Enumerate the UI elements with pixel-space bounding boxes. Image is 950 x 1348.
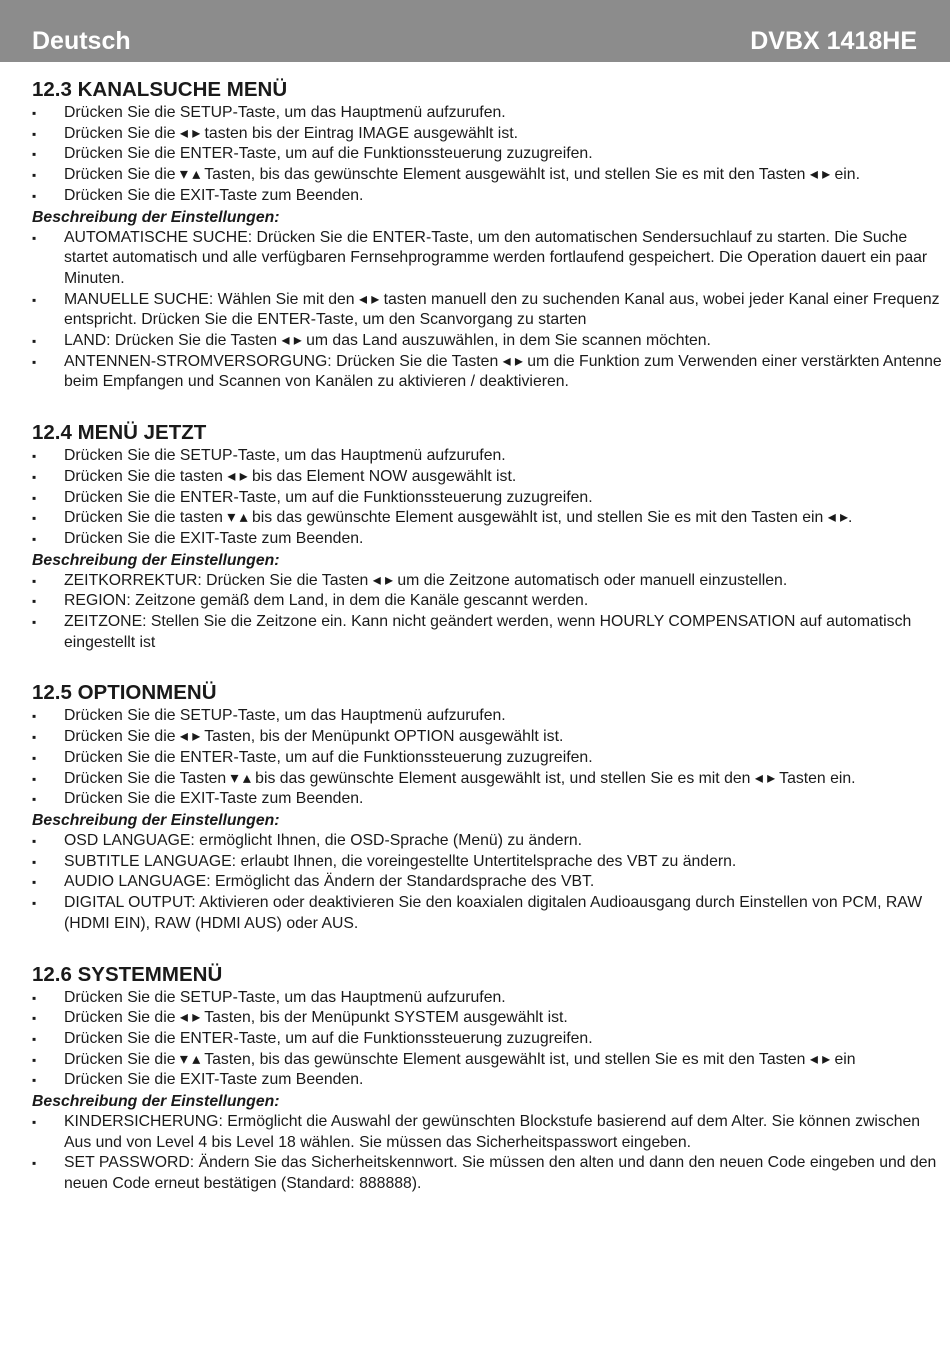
steps-list (32, 103, 947, 207)
list-item: ▪ Drücken Sie die ◂ ▸ Tasten, bis der Menüpunkt OPTION ausgewählt ist. (32, 727, 947, 748)
list-item: ▪ DIGITAL OUTPUT: Aktivieren oder deaktivieren Sie den koaxialen digitalen Audioausgang durch Einstellen von PCM, RAW (HDMI EIN), RAW (HDMI AUS) oder AUS. (32, 893, 947, 934)
list-item: ▪ Drücken Sie die ▾ ▴ Tasten, bis das gewünschte Element ausgewählt ist, und stellen Sie es mit den Tasten ◂ ▸ ein (32, 1050, 947, 1071)
settings-subheading: Beschreibung der Einstellungen: (32, 1093, 280, 1111)
list-item: ▪ AUTOMATISCHE SUCHE: Drücken Sie die ENTER-Taste, um den automatischen Sendersuchlauf zu starten. Die Suche startet automatisch und alle verfügbaren Fernsehprogramme werden fortlaufend gespeichert. Die Operation dauert ein paar Minuten. (32, 228, 947, 290)
list-item: ▪ Drücken Sie die EXIT-Taste zum Beenden. (32, 529, 947, 550)
list-item: ▪ Drücken Sie die EXIT-Taste zum Beenden. (32, 186, 947, 207)
list-item: ▪ Drücken Sie die ▾ ▴ Tasten, bis das gewünschte Element ausgewählt ist, und stellen Sie es mit den Tasten ◂ ▸ ein. (32, 165, 947, 186)
list-item: ▪ Drücken Sie die Tasten ▾ ▴ bis das gewünschte Element ausgewählt ist, und stellen Sie es mit den ◂ ▸ Tasten ein. (32, 769, 947, 790)
settings-subheading: Beschreibung der Einstellungen: (32, 811, 280, 829)
section-menu-jetzt (32, 421, 947, 653)
list-item: ▪ Drücken Sie die ENTER-Taste, um auf die Funktionssteuerung zuzugreifen. (32, 144, 947, 165)
list-item: ▪ SET PASSWORD: Ändern Sie das Sicherheitskennwort. Sie müssen den alten und dann den neuen Code eingeben und den neuen Code erneut bestätigen (Standard: 888888). (32, 1153, 947, 1194)
list-item: ▪ LAND: Drücken Sie die Tasten ◂ ▸ um das Land auszuwählen, in dem Sie scannen möchten. (32, 331, 947, 352)
list-item: ▪ ZEITZONE: Stellen Sie die Zeitzone ein. Kann nicht geändert werden, wenn HOURLY COMPENSATION auf automatisch eingestellt ist (32, 612, 947, 653)
section-title: 12.6 SYSTEMMENÜ (32, 962, 223, 986)
list-item: ▪ ZEITKORREKTUR: Drücken Sie die Tasten ◂ ▸ um die Zeitzone automatisch oder manuell einzustellen. (32, 571, 947, 592)
header-model: DVBX 1418HE (750, 27, 917, 55)
list-item: ▪ Drücken Sie die ◂ ▸ tasten bis der Eintrag IMAGE ausgewählt ist. (32, 124, 947, 145)
list-item: ▪ Drücken Sie die SETUP-Taste, um das Hauptmenü aufzurufen. (32, 103, 947, 124)
list-item: ▪ Drücken Sie die SETUP-Taste, um das Hauptmenü aufzurufen. (32, 706, 947, 727)
list-item: ▪ Drücken Sie die tasten ▾ ▴ bis das gewünschte Element ausgewählt ist, und stellen Sie es mit den Tasten ein ◂ ▸. (32, 508, 947, 529)
steps-list (32, 706, 947, 810)
list-item: ▪ MANUELLE SUCHE: Wählen Sie mit den ◂ ▸ tasten manuell den zu suchenden Kanal aus, wobei jeder Kanal einer Frequenz entspricht. Drücken Sie die ENTER-Taste, um den Scanvorgang zu starten (32, 290, 947, 331)
settings-list (32, 571, 947, 654)
section-optionmenu (32, 681, 947, 934)
list-item: ▪ Drücken Sie die tasten ◂ ▸ bis das Element NOW ausgewählt ist. (32, 467, 947, 488)
list-item: ▪ SUBTITLE LANGUAGE: erlaubt Ihnen, die voreingestellte Untertitelsprache des VBT zu ändern. (32, 852, 947, 873)
list-item: ▪ Drücken Sie die EXIT-Taste zum Beenden. (32, 789, 947, 810)
list-item: ▪ KINDERSICHERUNG: Ermöglicht die Auswahl der gewünschten Blockstufe basierend auf dem Alter. Sie können zwischen Aus und von Level 4 bis Level 18 wählen. Sie müssen das Sicherheitspasswort eingeben. (32, 1112, 947, 1153)
settings-subheading: Beschreibung der Einstellungen: (32, 551, 280, 569)
steps-list (32, 446, 947, 550)
list-item: ▪ ANTENNEN-STROMVERSORGUNG: Drücken Sie die Tasten ◂ ▸ um die Funktion zum Verwenden einer verstärkten Antenne beim Empfangen und Scannen von Kanälen zu aktivieren / deaktivieren. (32, 352, 947, 393)
settings-list (32, 228, 947, 394)
list-item: ▪ AUDIO LANGUAGE: Ermöglicht das Ändern der Standardsprache des VBT. (32, 872, 947, 893)
settings-list (32, 1112, 947, 1195)
section-title: 12.4 MENÜ JETZT (32, 421, 207, 445)
section-systemmenu (32, 963, 947, 1195)
list-item: ▪ Drücken Sie die ENTER-Taste, um auf die Funktionssteuerung zuzugreifen. (32, 748, 947, 769)
steps-list (32, 988, 947, 1092)
list-item: ▪ Drücken Sie die EXIT-Taste zum Beenden. (32, 1070, 947, 1091)
list-item: ▪ REGION: Zeitzone gemäß dem Land, in dem die Kanäle gescannt werden. (32, 591, 947, 612)
page-content (32, 78, 947, 1223)
list-item: ▪ Drücken Sie die ◂ ▸ Tasten, bis der Menüpunkt SYSTEM ausgewählt ist. (32, 1008, 947, 1029)
list-item: ▪ Drücken Sie die SETUP-Taste, um das Hauptmenü aufzurufen. (32, 988, 947, 1009)
settings-subheading: Beschreibung der Einstellungen: (32, 208, 280, 226)
list-item: ▪ Drücken Sie die SETUP-Taste, um das Hauptmenü aufzurufen. (32, 446, 947, 467)
list-item: ▪ OSD LANGUAGE: ermöglicht Ihnen, die OSD-Sprache (Menü) zu ändern. (32, 831, 947, 852)
section-kanalsuche (32, 78, 947, 393)
section-title: 12.5 OPTIONMENÜ (32, 681, 217, 705)
section-title: 12.3 KANALSUCHE MENÜ (32, 78, 288, 101)
header-language: Deutsch (32, 27, 131, 55)
list-item: ▪ Drücken Sie die ENTER-Taste, um auf die Funktionssteuerung zuzugreifen. (32, 488, 947, 509)
page-header (0, 0, 950, 62)
settings-list (32, 831, 947, 935)
list-item: ▪ Drücken Sie die ENTER-Taste, um auf die Funktionssteuerung zuzugreifen. (32, 1029, 947, 1050)
